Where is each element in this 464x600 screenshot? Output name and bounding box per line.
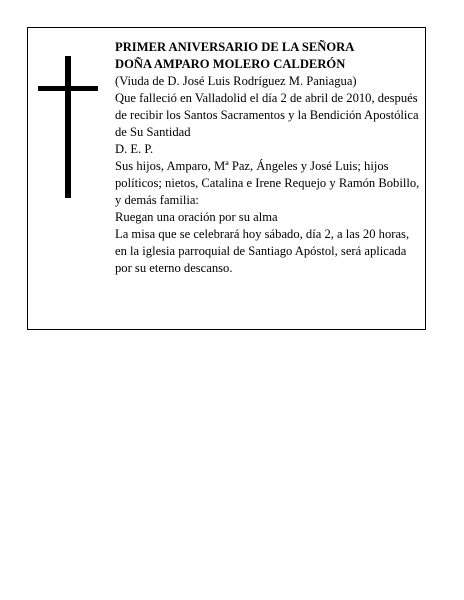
widow-of-line: (Viuda de D. José Luis Rodríguez M. Paniagua)	[115, 74, 357, 88]
cross-icon	[38, 56, 98, 198]
family-paragraph: Sus hijos, Amparo, Mª Paz, Ángeles y José Luis; hijos políticos; nietos, Catalina e Irene Requejo y Ramón Bobillo, y demás familia:	[115, 159, 420, 207]
cross-horizontal-bar	[38, 86, 98, 91]
notice-title-line1: PRIMER ANIVERSARIO DE LA SEÑORA	[115, 40, 355, 54]
cross-vertical-bar	[65, 56, 71, 198]
rip-line: D. E. P.	[115, 142, 154, 156]
notice-title-line2: DOÑA AMPARO MOLERO CALDERÓN	[115, 57, 346, 71]
obituary-notice	[27, 27, 426, 330]
prayer-request: Ruegan una oración por su alma	[115, 210, 278, 224]
notice-text	[115, 39, 421, 277]
mass-paragraph: La misa que se celebrará hoy sábado, día 2, a las 20 horas, en la iglesia parroquial de Santiago Apóstol, será aplicada por su eterno descanso.	[115, 227, 410, 275]
death-paragraph: Que falleció en Valladolid el día 2 de abril de 2010, después de recibir los Santos Sacramentos y la Bendición Apostólica de Su Santidad	[115, 91, 419, 139]
